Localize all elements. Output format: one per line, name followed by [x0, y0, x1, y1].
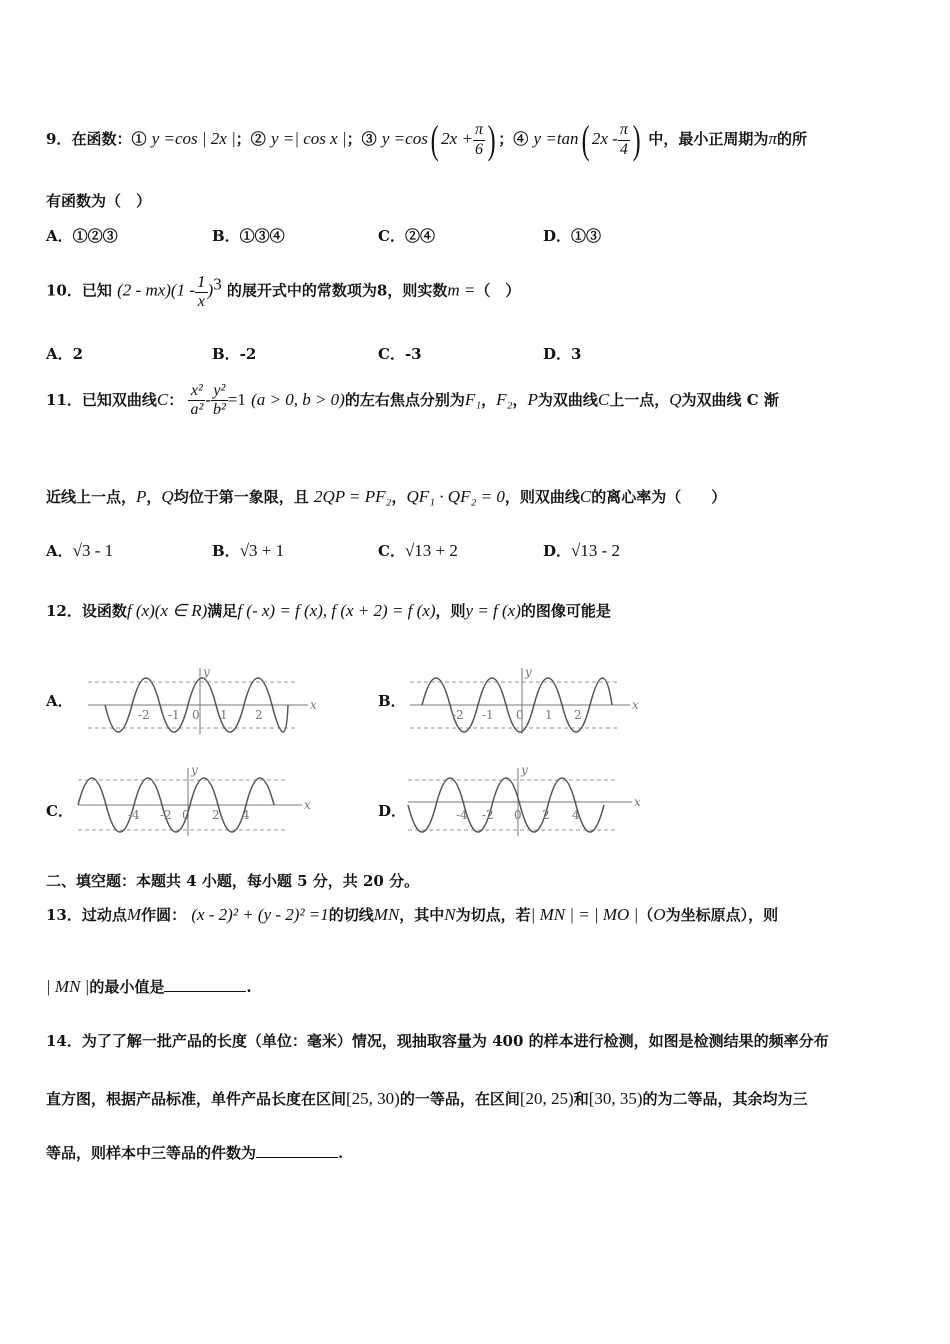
- q11-t3: 上一点，: [609, 390, 670, 409]
- q11-comma: ，: [481, 390, 497, 409]
- graph-x-label: x: [304, 798, 311, 812]
- q12-t3: 的图像可能是: [520, 602, 611, 620]
- graph-x-label: x: [310, 698, 317, 712]
- q11-comma3: ，: [146, 488, 162, 506]
- q9-option-b: B．①③④: [212, 227, 285, 245]
- q11-cond2: 2QP = PF₂: [313, 487, 392, 506]
- frac-num: y²: [211, 382, 228, 401]
- q11-comma4: ，: [391, 488, 407, 506]
- q9-lead: 在函数：: [71, 130, 132, 148]
- q11-minus: -: [205, 389, 211, 409]
- left-paren: (: [430, 117, 439, 162]
- q9-sep3: ；: [498, 130, 514, 148]
- graph-tick: -4: [456, 808, 468, 822]
- graph-tick: 2: [212, 808, 220, 822]
- q11-option-c: [378, 540, 458, 561]
- q13-l2-expr: | MN |: [46, 977, 90, 996]
- q12-option-b: B．: [378, 692, 406, 710]
- q9-func3-fraction: [473, 121, 485, 159]
- q13-cond: | MN | = | MO |: [530, 905, 639, 924]
- q10-fraction: [195, 272, 208, 311]
- q10-lead: 已知: [81, 281, 112, 300]
- q13-t1: 过动点: [81, 906, 127, 924]
- q9-choice1-marker: ①: [131, 130, 147, 148]
- graph-tick: 2: [542, 808, 550, 822]
- q13-M: M: [126, 905, 142, 924]
- frac-den: x: [197, 292, 205, 310]
- graph-tick: 2: [574, 708, 582, 722]
- graph-tick: -4: [128, 808, 140, 822]
- graph-tick: -2: [482, 808, 494, 822]
- graph-tick: 1: [545, 708, 553, 722]
- q11-eq: =1: [227, 389, 246, 409]
- q12-t1: 满足: [207, 602, 238, 620]
- q13-t5: 为切点，若: [455, 906, 531, 924]
- frac-den: b²: [212, 401, 226, 419]
- graph-tick: 0: [192, 708, 200, 722]
- right-paren: ): [487, 117, 496, 162]
- graph-tick: 2: [255, 708, 263, 722]
- q10-tail: （ ）: [475, 281, 521, 300]
- q10-mid: 的展开式中的常数项为8，则实数: [226, 281, 448, 300]
- q12-lead: 设函数: [81, 602, 127, 620]
- q11-l2d: 的离心率为（ ）: [591, 488, 727, 506]
- q11-C: C: [156, 389, 169, 409]
- graph-y-label: y: [525, 665, 532, 679]
- graph-curve: [408, 778, 604, 832]
- graph-tick: 0: [514, 808, 522, 822]
- q11-cond: (a > 0, b > 0): [251, 389, 345, 409]
- q13-t7: 为坐标原点），则: [665, 906, 779, 924]
- q14-line3: [46, 1142, 343, 1163]
- graph-tick: 0: [182, 808, 190, 822]
- q11-option-a: [46, 540, 113, 561]
- option-expr: √13 + 2: [404, 541, 458, 560]
- q11-frac-x: [188, 382, 205, 420]
- q9-line1: [46, 117, 807, 162]
- graph-tick: 1: [220, 708, 228, 722]
- q10-option-b: B．-2: [212, 345, 257, 363]
- q9-func2: y =| cos x |: [271, 129, 347, 148]
- graph-y-label: y: [203, 665, 210, 679]
- frac-num: 1: [197, 272, 206, 291]
- frac-num: π: [618, 121, 630, 140]
- q13-N: N: [444, 905, 456, 924]
- q10-option-c: C．-3: [378, 345, 422, 363]
- q11-F1: F₁: [464, 389, 482, 409]
- q14-line2: [46, 1088, 808, 1109]
- q11-Q: Q: [669, 389, 682, 409]
- q13-number: 13．: [46, 906, 82, 924]
- q12-g: y = f (x): [465, 601, 521, 620]
- q13-line1: [46, 904, 778, 925]
- frac-den: 4: [619, 140, 628, 158]
- q14-line1-text: 为了了解一批产品的长度（单位：毫米）情况，现抽取容量为 400 的样本进行检测，如图是检测结果的频率分布: [81, 1032, 829, 1050]
- graph-tick: -1: [168, 708, 180, 722]
- q9-pi: π: [768, 129, 777, 148]
- q13-l2-text: 的最小值是: [89, 978, 165, 996]
- q14-interval3: [30, 35): [588, 1089, 643, 1108]
- q13-answer-blank[interactable]: [164, 977, 246, 992]
- q13-O: O: [653, 905, 666, 924]
- q10-exponent: 3: [213, 274, 222, 294]
- q13-t4: ，其中: [399, 906, 445, 924]
- q11-Q2: Q: [161, 487, 174, 506]
- q11-P: P: [527, 389, 538, 409]
- q12-option-a: A．: [46, 692, 73, 710]
- q12-line1: [46, 600, 611, 621]
- q9-func4-fraction: [618, 121, 630, 159]
- q9-choice3-marker: ③: [361, 130, 377, 148]
- q14-interval2: [20, 25): [519, 1089, 574, 1108]
- graph-tick: -2: [452, 708, 464, 722]
- q11-colon: ：: [168, 390, 184, 409]
- frac-den: a²: [190, 401, 204, 419]
- q12-f: f (x)(x ∈ R): [126, 601, 208, 620]
- q14-l2b: 的一等品，在区间: [399, 1090, 520, 1108]
- frac-num: π: [473, 121, 485, 140]
- q11-F2: F₂: [496, 389, 513, 409]
- q9-sep1: ；: [235, 130, 251, 148]
- q14-l2c: 和: [573, 1090, 589, 1108]
- q12-option-d: D．: [378, 802, 407, 820]
- q11-lead: 已知双曲线: [81, 390, 157, 409]
- option-label: B．: [212, 542, 240, 560]
- q11-option-b: [212, 540, 284, 561]
- q11-frac-y: [211, 382, 228, 420]
- q14-line1: [46, 1030, 829, 1051]
- q11-l2a: 近线上一点，: [46, 488, 137, 506]
- q11-number: 11．: [46, 390, 82, 409]
- graph-tick: -2: [160, 808, 172, 822]
- q9-tail: 中，最小正周期为: [648, 130, 769, 148]
- q13-MN: MN: [373, 905, 400, 924]
- graph-tick: -1: [482, 708, 494, 722]
- right-paren: ): [632, 117, 641, 162]
- q14-l2d: 的为二等品，其余均为三: [642, 1090, 808, 1108]
- q10-expr-a: (2 - mx)(1 -: [117, 280, 196, 300]
- q13-t2: 作圆：: [141, 906, 187, 924]
- q14-l3: 等品，则样本中三等品的件数为: [46, 1144, 257, 1162]
- q11-C2: C: [597, 389, 610, 409]
- option-expr: √3 - 1: [72, 541, 114, 560]
- q9-number: 9．: [46, 130, 72, 148]
- q11-option-d: [543, 540, 620, 561]
- q13-t3: 的切线: [328, 906, 374, 924]
- q9-option-c: C．②④: [378, 227, 435, 245]
- q12-graph-b: [402, 664, 642, 736]
- q10-option-a: A．2: [46, 345, 84, 363]
- q14-answer-blank[interactable]: [256, 1143, 338, 1158]
- q9-func4-head: y =tan: [533, 129, 579, 148]
- graph-x-label: x: [634, 795, 641, 809]
- q13-circle: (x - 2)² + (y - 2)² =1: [191, 905, 329, 924]
- q9-func4-inner: 2x -: [591, 129, 618, 148]
- q14-l2a: 直方图，根据产品标准，单件产品长度在区间: [46, 1090, 347, 1108]
- q10-number: 10．: [46, 281, 82, 300]
- q11-l2c: ，则双曲线: [504, 488, 580, 506]
- option-label: A．: [46, 542, 73, 560]
- section-2-heading: 二、填空题：本题共 4 小题，每小题 5 分，共 20 分。: [46, 872, 420, 890]
- q13-line2: [46, 976, 252, 997]
- option-expr: √3 + 1: [239, 541, 285, 560]
- q12-graph-a: [80, 664, 320, 736]
- option-expr: √13 - 2: [571, 541, 621, 560]
- q13-t6: （: [638, 906, 654, 924]
- q14-interval1: [25, 30): [346, 1089, 400, 1108]
- q9-func3-inner: 2x +: [441, 129, 473, 148]
- frac-den: 6: [474, 140, 483, 158]
- q12-t2: ，则: [435, 602, 466, 620]
- graph-tick: 4: [242, 808, 250, 822]
- option-label: C．: [378, 542, 405, 560]
- q9-choice2-marker: ②: [250, 130, 266, 148]
- q9-option-d: D．①③: [543, 227, 602, 245]
- q9-func1: y =cos | 2x |: [151, 129, 236, 148]
- q9-choice4-marker: ④: [513, 130, 529, 148]
- graph-tick: 0: [516, 708, 524, 722]
- graph-y-label: y: [521, 764, 528, 777]
- graph-tick: 4: [572, 808, 580, 822]
- q14-end: .: [338, 1144, 344, 1162]
- option-label: D．: [543, 542, 572, 560]
- q12-graph-c: [72, 764, 312, 836]
- q11-l2b: 均位于第一象限，且: [173, 488, 309, 506]
- q9-sep2: ；: [346, 130, 362, 148]
- q12-graph-d: [402, 764, 642, 836]
- q12-cond: f (- x) = f (x), f (x + 2) = f (x): [237, 601, 436, 620]
- frac-num: x²: [188, 382, 205, 401]
- left-paren: (: [581, 117, 590, 162]
- q11-t2: 为双曲线: [537, 390, 598, 409]
- q11-line1: [46, 382, 779, 420]
- q10-option-d: D．3: [543, 345, 582, 363]
- q11-cond3: QF₁ · QF₂ = 0: [406, 487, 505, 506]
- graph-x-label: x: [632, 698, 639, 712]
- q10-expr-b: ): [207, 280, 214, 300]
- q11-t1: 的左右焦点分别为: [344, 390, 465, 409]
- q9-option-a: A．①②③: [46, 227, 118, 245]
- q9-tail2: 的所: [776, 130, 807, 148]
- q10-var: m =: [447, 280, 476, 300]
- graph-tick: -2: [138, 708, 150, 722]
- q14-number: 14．: [46, 1032, 82, 1050]
- q13-end: .: [246, 978, 252, 996]
- graph-y-label: y: [191, 764, 198, 777]
- q9-func3-head: y =cos: [381, 129, 428, 148]
- q9-line2: 有函数为（ ）: [46, 192, 152, 210]
- q11-t4: 为双曲线 C 渐: [681, 390, 779, 409]
- q11-line2: [46, 486, 726, 507]
- q11-C3: C: [579, 487, 592, 506]
- q12-option-c: C．: [46, 802, 73, 820]
- q10-line1: [46, 272, 520, 311]
- q11-comma2: ，: [512, 390, 528, 409]
- q11-P2: P: [136, 487, 147, 506]
- q12-number: 12．: [46, 602, 82, 620]
